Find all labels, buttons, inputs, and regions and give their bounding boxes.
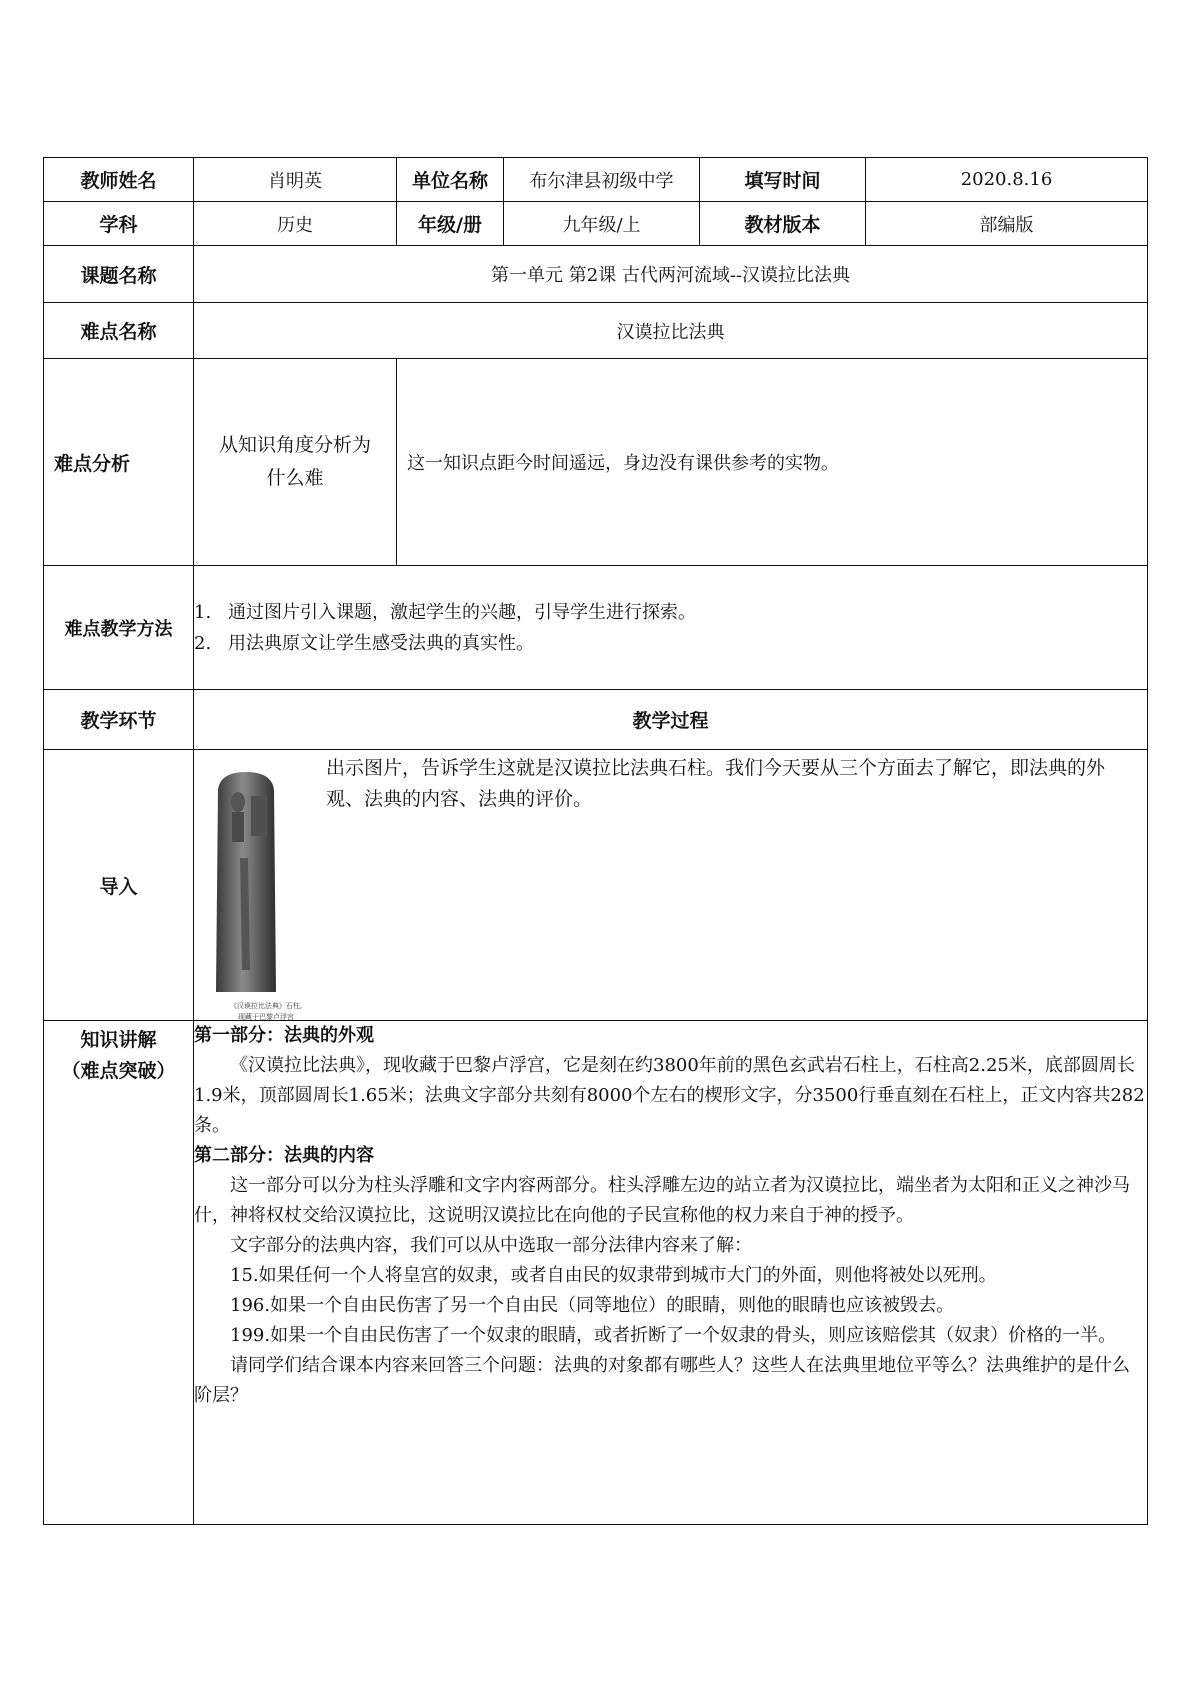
method-number: 2. xyxy=(194,632,212,654)
edition-value: 部编版 xyxy=(866,202,1148,246)
part2-text: 这一部分可以分为柱头浮雕和文字内容两部分。柱头浮雕左边的站立者为汉谟拉比，端坐者为太阳和正义之神沙马什，神将权杖交给汉谟拉比，这说明汉谟拉比在向他的子民宣称他的权力来自于神的授予。 xyxy=(194,1175,1130,1226)
part1-title: 第一部分：法典的外观 xyxy=(194,1025,374,1046)
knowledge-label xyxy=(44,1021,194,1525)
part2-text2: 文字部分的法典内容，我们可以从中选取一部分法律内容来了解： xyxy=(230,1235,752,1256)
part1-text: 《汉谟拉比法典》，现收藏于巴黎卢浮宫，它是刻在约3800年前的黑色玄武岩石柱上，石柱高2.25米，底部圆周长1.9米，顶部圆周长1.65米；法典文字部分共刻有8000个左右的楔形文字，分3500行垂直刻在石柱上，正文内容共282条。 xyxy=(194,1055,1145,1136)
law-15: 15.如果任何一个人将皇宫的奴隶，或者自由民的奴隶带到城市大门的外面，则他将被处以死刑。 xyxy=(230,1265,997,1286)
method-text: 用法典原文让学生感受法典的真实性。 xyxy=(228,632,534,654)
stele-figure xyxy=(194,750,326,1020)
law-196: 196.如果一个自由民伤害了另一个自由民（同等地位）的眼睛，则他的眼睛也应该被毁去。 xyxy=(230,1295,955,1316)
intro-content xyxy=(194,750,1148,1021)
subject-value: 历史 xyxy=(194,202,397,246)
hammurabi-stele-image xyxy=(206,770,286,996)
teacher-value: 肖明英 xyxy=(194,158,397,202)
stele-caption-1: 《汉谟拉比法典》石柱, xyxy=(229,1002,303,1010)
grade-value: 九年级/上 xyxy=(504,202,700,246)
analysis-row xyxy=(44,359,1148,566)
topic-label: 课题名称 xyxy=(44,246,194,303)
topic-row xyxy=(44,246,1148,303)
analysis-text: 这一知识点距今时间遥远，身边没有课供参考的实物。 xyxy=(397,359,1148,566)
date-value: 2020.8.16 xyxy=(866,158,1148,202)
law-199: 199.如果一个自由民伤害了一个奴隶的眼睛，或者折断了一个奴隶的骨头，则应该赔偿其（奴隶）价格的一半。 xyxy=(230,1325,1117,1346)
method-item xyxy=(194,597,1147,628)
method-number: 1. xyxy=(194,601,212,623)
difficulty-label: 难点名称 xyxy=(44,303,194,359)
analysis-label: 难点分析 xyxy=(44,359,194,566)
subject-label: 学科 xyxy=(44,202,194,246)
knowledge-row xyxy=(44,1021,1148,1525)
stele-caption-2: 现藏于巴黎卢浮宫 xyxy=(238,1013,294,1021)
stage-label: 教学环节 xyxy=(44,690,194,750)
difficulty-value: 汉谟拉比法典 xyxy=(194,303,1148,359)
info-row-2 xyxy=(44,202,1148,246)
intro-text: 出示图片，告诉学生这就是汉谟拉比法典石柱。我们今天要从三个方面去了解它，即法典的外观、法典的内容、法典的评价。 xyxy=(326,757,1106,810)
knowledge-label-2: （难点突破） xyxy=(61,1060,176,1082)
intro-label: 导入 xyxy=(44,750,194,1021)
knowledge-content xyxy=(194,1021,1148,1525)
unit-label: 单位名称 xyxy=(397,158,504,202)
date-label: 填写时间 xyxy=(700,158,866,202)
process-label: 教学过程 xyxy=(194,690,1148,750)
method-text: 通过图片引入课题，激起学生的兴趣，引导学生进行探索。 xyxy=(228,601,696,623)
unit-value: 布尔津县初级中学 xyxy=(504,158,700,202)
methods-list xyxy=(194,566,1148,690)
grade-label: 年级/册 xyxy=(397,202,504,246)
methods-row xyxy=(44,566,1148,690)
analysis-sub-label: 从知识角度分析为什么难 xyxy=(194,359,397,566)
difficulty-row xyxy=(44,303,1148,359)
info-row-1 xyxy=(44,158,1148,202)
edition-label: 教材版本 xyxy=(700,202,866,246)
questions-text: 请同学们结合课本内容来回答三个问题：法典的对象都有哪些人？这些人在法典里地位平等么？法典维护的是什么阶层？ xyxy=(194,1355,1130,1406)
process-header-row xyxy=(44,690,1148,750)
teacher-label: 教师姓名 xyxy=(44,158,194,202)
topic-value: 第一单元 第2课 古代两河流域--汉谟拉比法典 xyxy=(194,246,1148,303)
intro-row xyxy=(44,750,1148,1021)
method-item xyxy=(194,628,1147,659)
lesson-plan-table xyxy=(43,157,1148,1525)
methods-label: 难点教学方法 xyxy=(44,566,194,690)
knowledge-label-1: 知识讲解 xyxy=(80,1029,157,1051)
part2-title: 第二部分：法典的内容 xyxy=(194,1145,374,1166)
